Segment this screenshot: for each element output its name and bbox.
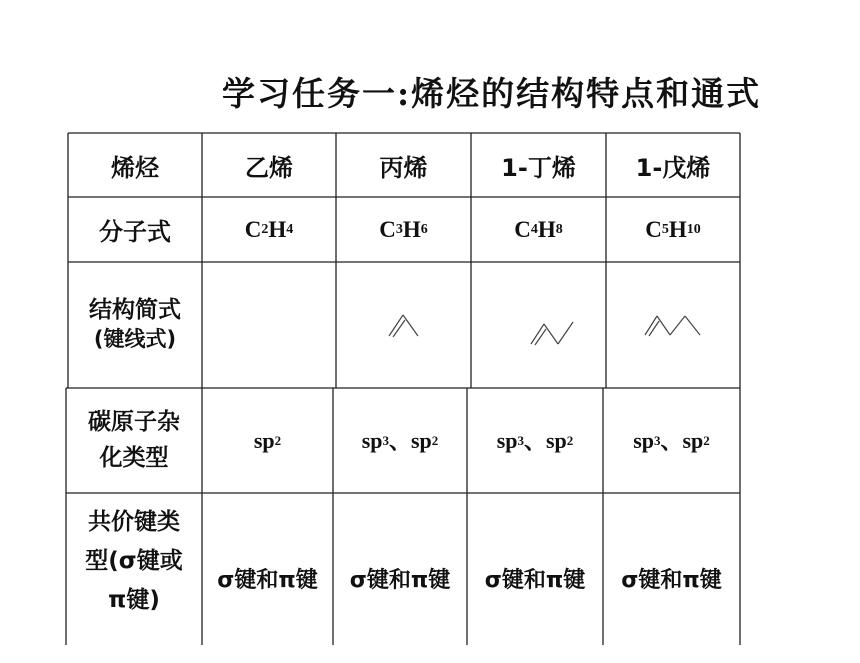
- formula-1-butene: C 4 H 8: [514, 216, 563, 242]
- row-label-structure-line1: 结构简式: [89, 297, 181, 324]
- row-label-hybridization-line1: 碳原子杂: [88, 408, 180, 435]
- 1-pentene-skeleton: [642, 311, 704, 339]
- header-1-butene: 1-丁烯: [501, 153, 576, 182]
- row-label-bond-type: [66, 493, 202, 645]
- formula-ethene: C 2 H 4: [244, 216, 294, 242]
- hybridization-propene: sp 3 、 sp 2: [361, 427, 439, 454]
- header-1-pentene: 1-戊烯: [635, 153, 711, 182]
- bond-type-propene: σ键和π键: [349, 567, 451, 593]
- header-ethene: 乙烯: [245, 153, 293, 182]
- bond-type-1-butene: σ键和π键: [484, 567, 586, 593]
- row-label-bond-type-line2: 型(σ键或: [85, 548, 183, 575]
- hybridization-ethene: sp 2: [253, 427, 282, 453]
- row-label-formula: 分子式: [99, 218, 171, 246]
- hybridization-1-butene: sp 3 、 sp 2: [496, 427, 574, 454]
- header-alkene: 烯烃: [111, 153, 159, 182]
- row-label-structure: [68, 262, 202, 388]
- header-propene: 丙烯: [379, 153, 428, 182]
- propene-skeleton: [385, 310, 425, 340]
- formula-propene: C 3 H 6: [379, 216, 428, 242]
- formula-1-pentene: C 5 H 10: [645, 216, 701, 242]
- hybridization-1-pentene: sp 3 、 sp 2: [633, 427, 710, 454]
- bond-type-1-pentene: σ键和π键: [621, 567, 722, 593]
- row-label-bond-type-line3: π键): [108, 587, 160, 614]
- page-title: 学习任务一:烯烃的结构特点和通式: [222, 74, 762, 113]
- row-label-bond-type-line1: 共价键类: [88, 509, 180, 535]
- 1-butene-skeleton: [528, 318, 578, 348]
- row-label-hybridization: [66, 388, 202, 493]
- row-label-hybridization-line2: 化类型: [99, 444, 169, 471]
- bond-type-ethene: σ键和π键: [217, 567, 318, 593]
- row-label-structure-line2: (键线式): [93, 327, 177, 352]
